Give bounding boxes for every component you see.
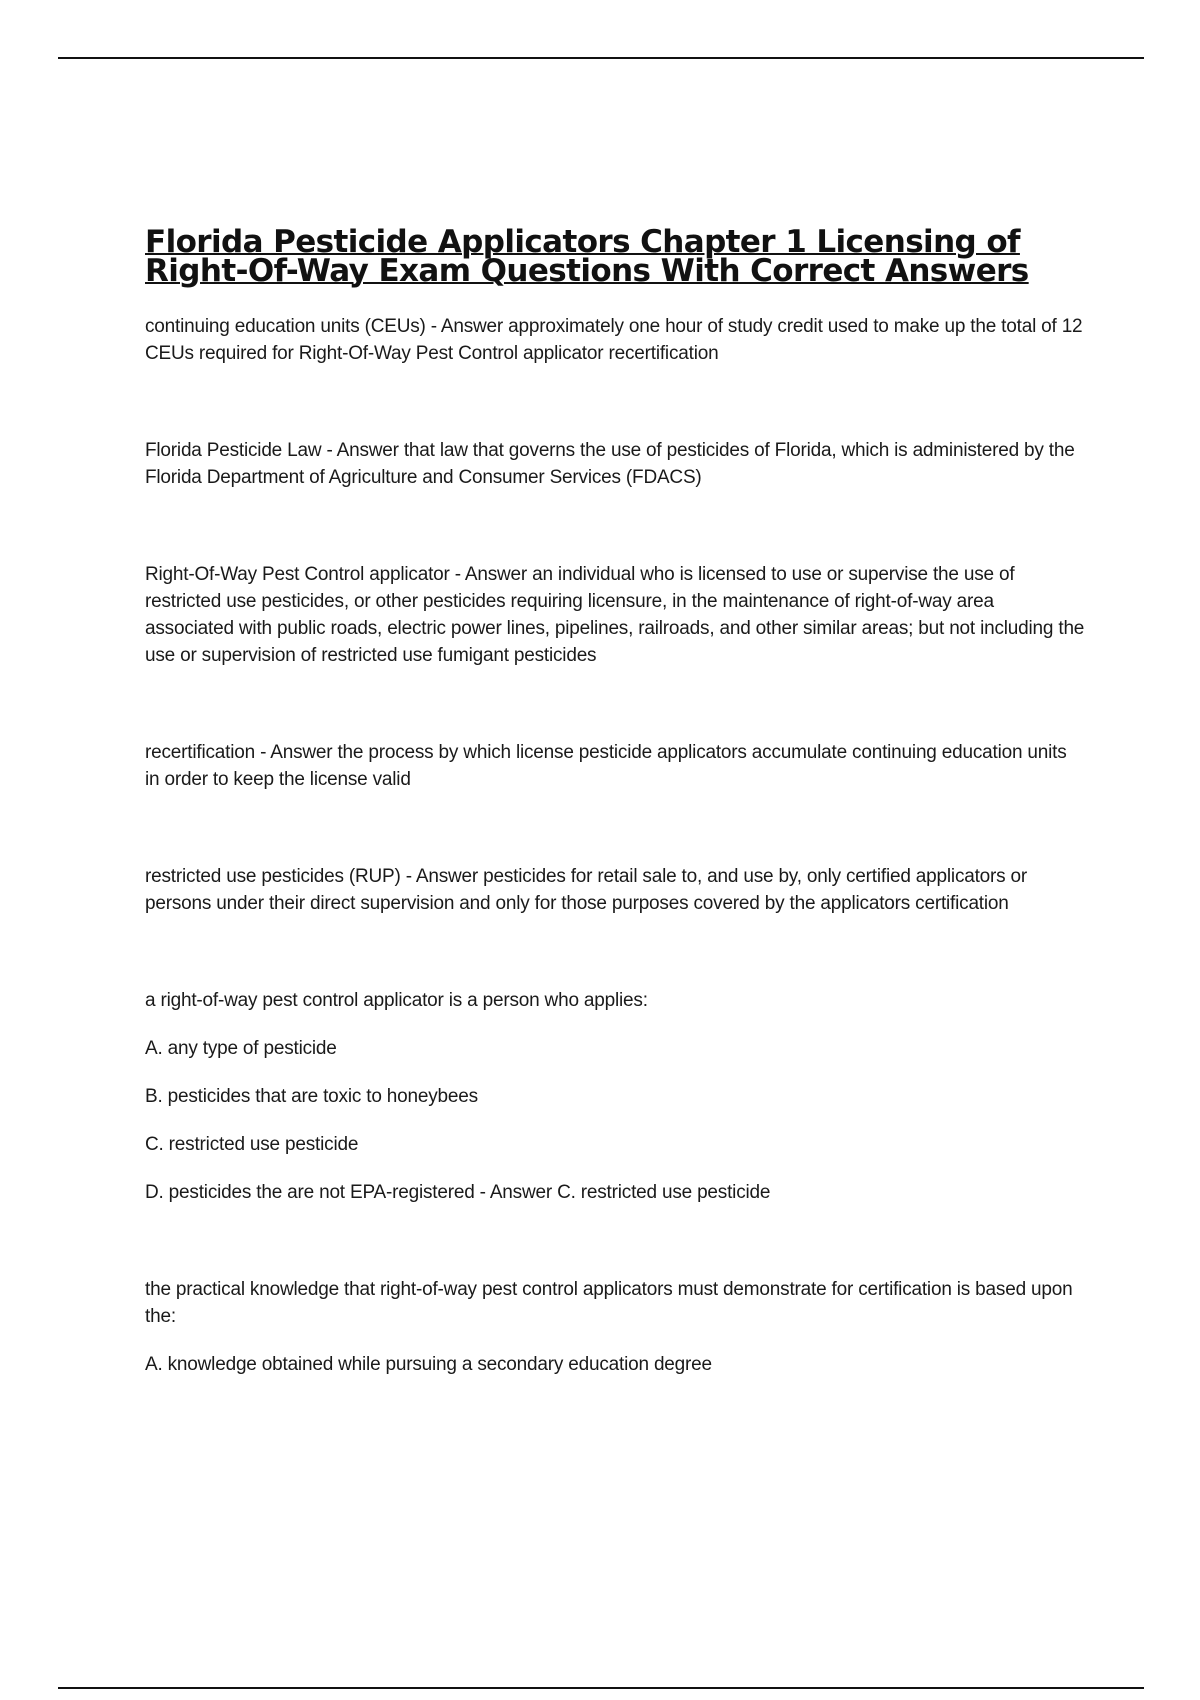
definition-florida-pesticide-law: Florida Pesticide Law - Answer that law that governs the use of pesticides of Florida, which is administered by the Florida Department of Agriculture and Consumer Services (FDACS) <box>145 440 1075 488</box>
question-1-option-d: D. pesticides the are not EPA-registered - Answer C. restricted use pesticide <box>145 1182 771 1203</box>
document-title <box>145 224 1085 289</box>
header-rule <box>58 57 1144 59</box>
document-body <box>145 224 1085 1399</box>
definition-ceus: continuing education units (CEUs) - Answer approximately one hour of study credit used to make up the total of 12 CEUs required for Right-Of-Way Pest Control applicator recertification <box>145 316 1083 364</box>
question-1-option-c: C. restricted use pesticide <box>145 1134 359 1155</box>
definition-row-applicator: Right-Of-Way Pest Control applicator - Answer an individual who is licensed to use or supervise the use of restricted use pesticides, or other pesticides requiring licensure, in the maintenance of right-of-way area associated with public roads, electric power lines, pipelines, railroads, and other similar areas; but not including the use or supervision of restricted use fumigant pesticides <box>145 564 1085 666</box>
definition-list <box>145 313 1085 1378</box>
question-1-option-b: B. pesticides that are toxic to honeybees <box>145 1086 478 1107</box>
title-line-2: Right-Of-Way Exam Questions With Correct Answers <box>145 253 1029 289</box>
definition-rup: restricted use pesticides (RUP) - Answer pesticides for retail sale to, and use by, only certified applicators or persons under their direct supervision and only for those purposes covered by the applicators certification <box>145 866 1028 914</box>
title-line-1: Florida Pesticide Applicators Chapter 1 Licensing of <box>145 224 1020 260</box>
question-1-prompt: a right-of-way pest control applicator is a person who applies: <box>145 990 648 1011</box>
question-2-option-a: A. knowledge obtained while pursuing a secondary education degree <box>145 1354 712 1375</box>
footer-rule <box>58 1687 1144 1689</box>
definition-recertification: recertification - Answer the process by which license pesticide applicators accumulate continuing education units in order to keep the license valid <box>145 742 1067 790</box>
question-1-option-a: A. any type of pesticide <box>145 1038 337 1059</box>
question-2-prompt: the practical knowledge that right-of-way pest control applicators must demonstrate for certification is based upon the: <box>145 1279 1073 1327</box>
